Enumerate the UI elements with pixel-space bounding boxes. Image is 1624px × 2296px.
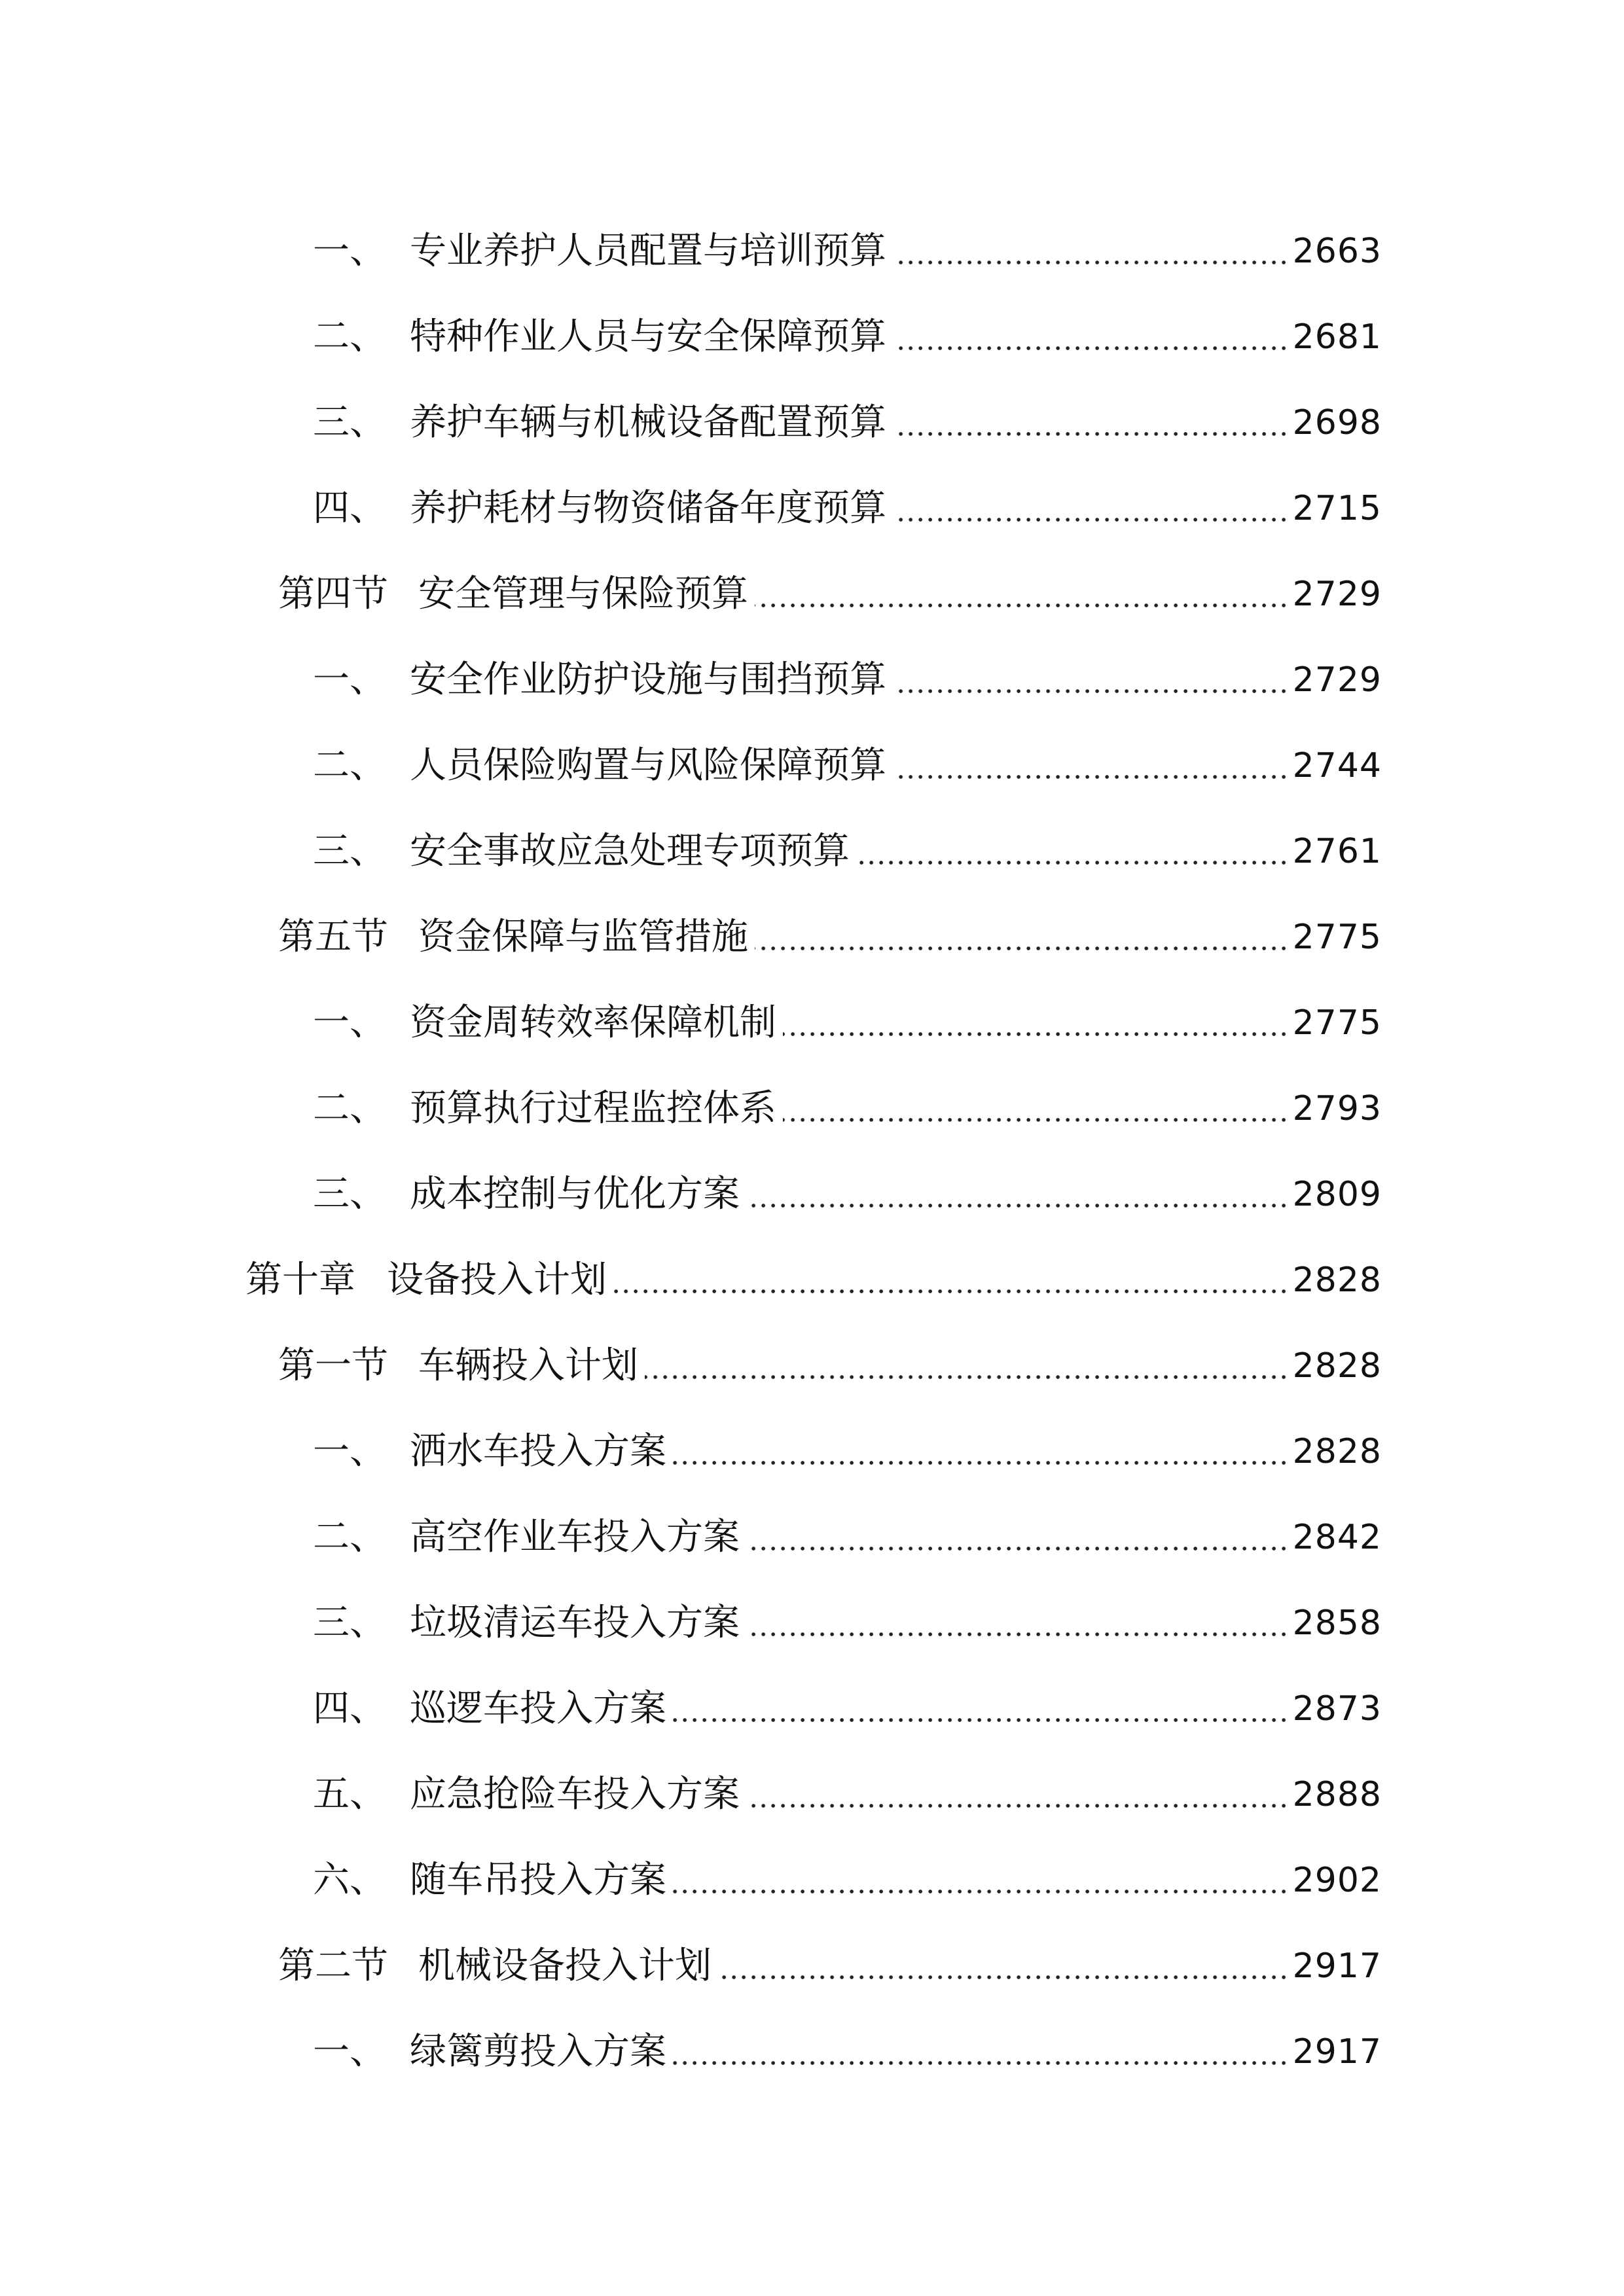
toc-entry-title: 安全事故应急处理专项预算 xyxy=(410,829,850,872)
toc-entry-number: 三、 xyxy=(313,401,386,444)
toc-entry-page-number: 2902 xyxy=(1292,1860,1382,1900)
toc-entry-item[interactable] xyxy=(0,2009,1624,2094)
dot-leader xyxy=(856,857,1289,868)
dot-leader xyxy=(755,600,1289,611)
toc-entry-number: 第一节 xyxy=(278,1344,388,1387)
toc-entry-page-number: 2888 xyxy=(1292,1774,1382,1814)
toc-entry-title: 资金周转效率保障机制 xyxy=(410,1001,776,1044)
toc-entry-title: 应急抢险车投入方案 xyxy=(410,1772,740,1816)
toc-entry-page-number: 2828 xyxy=(1292,1431,1382,1471)
dot-leader xyxy=(673,1715,1289,1725)
toc-entry-title: 车辆投入计划 xyxy=(418,1344,638,1387)
toc-entry-title: 专业养护人员配置与培训预算 xyxy=(410,229,886,272)
dot-leader xyxy=(746,1200,1289,1211)
dot-leader xyxy=(613,1286,1289,1297)
toc-entry-number: 二、 xyxy=(313,1515,386,1558)
toc-entry-title: 安全管理与保险预算 xyxy=(418,572,748,615)
toc-entry-page-number: 2775 xyxy=(1292,917,1382,957)
toc-entry-item[interactable] xyxy=(0,294,1624,380)
dot-leader xyxy=(893,686,1289,696)
dot-leader xyxy=(673,2058,1289,2068)
toc-entry-item[interactable] xyxy=(0,1408,1624,1494)
toc-entry-title: 巡逻车投入方案 xyxy=(410,1687,666,1730)
toc-entry-page-number: 2842 xyxy=(1292,1517,1382,1557)
toc-entry-page-number: 2698 xyxy=(1292,403,1382,442)
toc-entry-chapter[interactable] xyxy=(0,1237,1624,1323)
toc-entry-item[interactable] xyxy=(0,808,1624,894)
toc-entry-section[interactable] xyxy=(0,894,1624,980)
toc-entry-item[interactable] xyxy=(0,1580,1624,1666)
toc-entry-page-number: 2917 xyxy=(1292,1946,1382,1986)
toc-entry-page-number: 2663 xyxy=(1292,231,1382,271)
toc-entry-item[interactable] xyxy=(0,208,1624,294)
toc-entry-title: 设备投入计划 xyxy=(387,1258,607,1301)
toc-entry-page-number: 2809 xyxy=(1292,1174,1382,1214)
dot-leader xyxy=(783,1029,1289,1039)
toc-entry-page-number: 2729 xyxy=(1292,660,1382,700)
toc-entry-number: 二、 xyxy=(313,315,386,358)
toc-entry-item[interactable] xyxy=(0,380,1624,465)
toc-entry-title: 绿篱剪投入方案 xyxy=(410,2030,666,2073)
toc-entry-number: 第五节 xyxy=(278,915,388,958)
toc-entry-page-number: 2858 xyxy=(1292,1603,1382,1643)
toc-entry-number: 一、 xyxy=(313,1001,386,1044)
toc-entry-title: 洒水车投入方案 xyxy=(410,1429,666,1473)
toc-entry-page-number: 2917 xyxy=(1292,2032,1382,2072)
dot-leader xyxy=(746,1629,1289,1640)
toc-entry-number: 一、 xyxy=(313,2030,386,2073)
toc-entry-page-number: 2828 xyxy=(1292,1260,1382,1300)
toc-entry-title: 安全作业防护设施与围挡预算 xyxy=(410,658,886,701)
toc-entry-section[interactable] xyxy=(0,551,1624,637)
toc-entry-number: 三、 xyxy=(313,1172,386,1215)
toc-entry-title: 预算执行过程监控体系 xyxy=(410,1086,776,1130)
toc-entry-item[interactable] xyxy=(0,465,1624,551)
toc-entry-item[interactable] xyxy=(0,1666,1624,1751)
toc-entry-section[interactable] xyxy=(0,1923,1624,2009)
dot-leader xyxy=(746,1543,1289,1554)
toc-entry-number: 一、 xyxy=(313,658,386,701)
toc-entry-number: 第十章 xyxy=(245,1258,355,1301)
toc-entry-title: 成本控制与优化方案 xyxy=(410,1172,740,1215)
toc-entry-title: 随车吊投入方案 xyxy=(410,1858,666,1901)
toc-entry-section[interactable] xyxy=(0,1323,1624,1408)
toc-entry-number: 四、 xyxy=(313,486,386,529)
toc-entry-number: 第四节 xyxy=(278,572,388,615)
toc-entry-item[interactable] xyxy=(0,723,1624,808)
toc-entry-title: 特种作业人员与安全保障预算 xyxy=(410,315,886,358)
toc-entry-page-number: 2761 xyxy=(1292,831,1382,871)
toc-entry-page-number: 2744 xyxy=(1292,745,1382,785)
toc-entry-number: 六、 xyxy=(313,1858,386,1901)
table-of-contents xyxy=(0,208,1624,2094)
dot-leader xyxy=(893,257,1289,268)
toc-entry-number: 二、 xyxy=(313,1086,386,1130)
dot-leader xyxy=(893,514,1289,525)
toc-entry-item[interactable] xyxy=(0,1837,1624,1923)
toc-entry-page-number: 2715 xyxy=(1292,488,1382,528)
toc-entry-number: 二、 xyxy=(313,744,386,787)
toc-entry-page-number: 2681 xyxy=(1292,317,1382,357)
toc-entry-number: 一、 xyxy=(313,229,386,272)
toc-entry-title: 养护耗材与物资储备年度预算 xyxy=(410,486,886,529)
toc-entry-item[interactable] xyxy=(0,1751,1624,1837)
dot-leader xyxy=(673,1458,1289,1468)
dot-leader xyxy=(645,1372,1289,1382)
dot-leader xyxy=(893,429,1289,439)
toc-entry-item[interactable] xyxy=(0,1494,1624,1580)
toc-entry-title: 养护车辆与机械设备配置预算 xyxy=(410,401,886,444)
toc-entry-title: 资金保障与监管措施 xyxy=(418,915,748,958)
dot-leader xyxy=(893,772,1289,782)
toc-entry-page-number: 2775 xyxy=(1292,1003,1382,1043)
toc-entry-item[interactable] xyxy=(0,980,1624,1066)
toc-entry-number: 五、 xyxy=(313,1772,386,1816)
toc-entry-title: 垃圾清运车投入方案 xyxy=(410,1601,740,1644)
dot-leader xyxy=(718,1972,1289,1982)
toc-entry-item[interactable] xyxy=(0,1151,1624,1237)
toc-entry-title: 机械设备投入计划 xyxy=(418,1944,712,1987)
toc-entry-number: 三、 xyxy=(313,829,386,872)
toc-entry-item[interactable] xyxy=(0,1066,1624,1151)
toc-entry-page-number: 2729 xyxy=(1292,574,1382,614)
dot-leader xyxy=(673,1886,1289,1897)
dot-leader xyxy=(783,1115,1289,1125)
toc-entry-title: 高空作业车投入方案 xyxy=(410,1515,740,1558)
dot-leader xyxy=(893,343,1289,353)
toc-entry-item[interactable] xyxy=(0,637,1624,723)
toc-entry-page-number: 2828 xyxy=(1292,1346,1382,1386)
dot-leader xyxy=(755,943,1289,954)
toc-entry-page-number: 2873 xyxy=(1292,1689,1382,1729)
toc-entry-title: 人员保险购置与风险保障预算 xyxy=(410,744,886,787)
toc-entry-number: 一、 xyxy=(313,1429,386,1473)
toc-entry-page-number: 2793 xyxy=(1292,1088,1382,1128)
toc-entry-number: 四、 xyxy=(313,1687,386,1730)
toc-entry-number: 三、 xyxy=(313,1601,386,1644)
toc-entry-number: 第二节 xyxy=(278,1944,388,1987)
dot-leader xyxy=(746,1801,1289,1811)
